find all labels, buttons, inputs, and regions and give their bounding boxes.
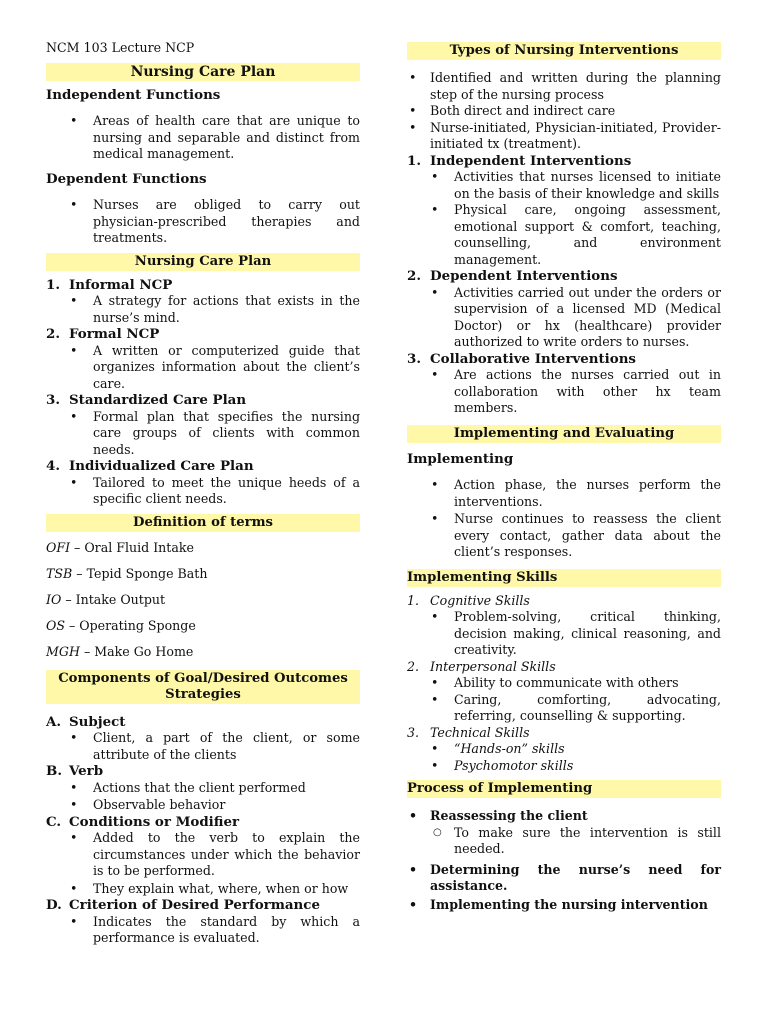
process-item-implementing: • Implementing the nursing intervention: [407, 897, 721, 914]
list-item: • Caring, comforting, advocating, referring, counselling & supporting.: [407, 692, 721, 725]
term-abbr: TSB: [46, 565, 73, 581]
dependent-functions-title: Dependent Functions: [46, 170, 207, 187]
list-item: • A strategy for actions that exists in the nurse’s mind.: [46, 293, 360, 326]
section-header-components: [46, 670, 360, 704]
list-item: • Formal plan that specifies the nursing care groups of clients with common needs.: [46, 409, 360, 459]
list-item: • Nurse-initiated, Physician-initiated, Provider-initiated tx (treatment).: [407, 120, 721, 153]
component-bullets: [46, 914, 360, 947]
section-header-nursing-care-plan-types: Nursing Care Plan: [46, 253, 360, 271]
list-item: • Added to the verb to explain the circumstances under which the behavior is to be performed.: [46, 830, 360, 880]
component-title: [46, 897, 360, 914]
list-item: • Are actions the nurses carried out in collaboration with other hx team members.: [407, 367, 721, 417]
list-item: • Observable behavior: [46, 797, 360, 814]
list-item: • Psychomotor skills: [407, 758, 721, 775]
term-row: [46, 592, 360, 609]
skills-list: [407, 593, 721, 775]
independent-functions-list: [46, 113, 360, 163]
list-item: • A written or computerized guide that organizes information about the client’s care.: [46, 343, 360, 393]
ncp-item-bullets: [46, 293, 360, 326]
skill-title: [407, 725, 721, 742]
item-title-text: Collaborative Interventions: [430, 350, 636, 367]
term-abbr: MGH: [46, 643, 80, 659]
item-number: 3.: [407, 350, 421, 367]
list-item: • Indicates the standard by which a performance is evaluated.: [46, 914, 360, 947]
term-abbr: IO: [46, 591, 62, 607]
component-title-text: Subject: [69, 713, 126, 730]
ncp-item-bullets: [46, 409, 360, 459]
list-item: • Ability to communicate with others: [407, 675, 721, 692]
list-item: • They explain what, where, when or how: [46, 881, 360, 898]
interventions-list: [407, 153, 721, 417]
item-number: 1.: [407, 152, 421, 169]
implementing-bullet-list: [407, 477, 721, 561]
section-header-nursing-care-plan: Nursing Care Plan: [46, 63, 360, 81]
component-bullets: [46, 730, 360, 763]
section-header-types-of-interventions: Types of Nursing Interventions: [407, 42, 721, 60]
term-definition: – Intake Output: [61, 591, 166, 607]
skill-title-text: Interpersonal Skills: [430, 658, 556, 674]
document-header: NCM 103 Lecture NCP: [46, 40, 195, 55]
item-number: 1.: [46, 276, 60, 293]
section-header-implementing-skills: Implementing Skills: [407, 569, 721, 587]
ncp-item-bullets: [46, 343, 360, 393]
section-header-process-of-implementing: Process of Implementing: [407, 780, 721, 798]
item-number: 3.: [46, 392, 60, 408]
item-title-text: Dependent Interventions: [430, 268, 618, 284]
component-title-text: Verb: [69, 763, 104, 779]
implementing-title: Implementing: [407, 450, 514, 467]
process-sub-item: ○ To make sure the intervention is still needed.: [407, 825, 721, 858]
term-row: [46, 540, 360, 557]
intervention-title: [407, 351, 721, 368]
item-title-text: Standardized Care Plan: [69, 392, 247, 408]
process-item-label: Reassessing the client: [430, 808, 588, 823]
skill-title: [407, 593, 721, 610]
intervention-bullets: [407, 367, 721, 417]
dependent-functions-list: [46, 197, 360, 247]
item-number: 2.: [46, 326, 60, 342]
item-number: 4.: [46, 458, 60, 474]
skill-bullets: [407, 675, 721, 725]
list-item: • Actions that the client performed: [46, 780, 360, 797]
skill-title-text: Cognitive Skills: [430, 592, 530, 608]
term-definition: – Operating Sponge: [64, 617, 196, 633]
list-item: • Action phase, the nurses perform the interventions.: [407, 477, 721, 510]
component-letter: D.: [46, 897, 62, 913]
process-item-reassessing: [407, 808, 721, 825]
list-item: • Physical care, ongoing assessment, emotional support & comfort, teaching, counselling, and environment management.: [407, 202, 721, 268]
component-letter: B.: [46, 763, 62, 779]
term-row: [46, 644, 360, 661]
ncp-item-title: [46, 458, 360, 475]
process-item-determining: • Determining the nurse’s need for assistance.: [407, 862, 721, 895]
intervention-title: [407, 153, 721, 170]
list-item: • “Hands-on” skills: [407, 741, 721, 758]
term-definition: – Make Go Home: [79, 643, 194, 659]
component-title: [46, 714, 360, 731]
types-bullet-list: [407, 70, 721, 153]
list-item: • Client, a part of the client, or some attribute of the clients: [46, 730, 360, 763]
component-title-text: Criterion of Desired Performance: [69, 897, 320, 913]
term-row: [46, 618, 360, 635]
term-definition: – Oral Fluid Intake: [70, 539, 194, 555]
item-number: 1.: [407, 592, 420, 608]
independent-functions-title: Independent Functions: [46, 86, 221, 103]
term-row: [46, 566, 360, 583]
item-number: 2.: [407, 268, 421, 284]
ncp-items-list: [46, 277, 360, 508]
skill-title: [407, 659, 721, 676]
component-letter: A.: [46, 713, 62, 730]
ncp-item-title: [46, 392, 360, 409]
component-bullets: [46, 830, 360, 897]
list-item: • Activities carried out under the orders or supervision of a licensed MD (Medical Doctor) or hx (healthcare) provider authorized to write orders to nurses.: [407, 285, 721, 351]
list-item: • Activities that nurses licensed to initiate on the basis of their knowledge and skills: [407, 169, 721, 202]
intervention-title: [407, 268, 721, 285]
list-item: • Areas of health care that are unique to nursing and separable and distinct from medical management.: [46, 113, 360, 163]
term-definition: – Tepid Sponge Bath: [72, 565, 208, 581]
ncp-item-title: [46, 277, 360, 294]
component-title-text: Conditions or Modifier: [69, 813, 240, 830]
term-abbr: OFI: [46, 539, 71, 555]
item-title-text: Formal NCP: [69, 326, 160, 342]
ncp-item-title: [46, 326, 360, 343]
list-item: • Nurses are obliged to carry out physician-prescribed therapies and treatments.: [46, 197, 360, 247]
item-number: 2.: [407, 658, 420, 674]
ncp-item-bullets: [46, 475, 360, 508]
intervention-bullets: [407, 285, 721, 351]
process-sub-list: [407, 825, 721, 858]
process-list-2: [407, 862, 721, 914]
component-letter: C.: [46, 813, 62, 830]
list-item: • Problem-solving, critical thinking, decision making, clinical reasoning, and creativity.: [407, 609, 721, 659]
section-header-definition-of-terms: Definition of terms: [46, 514, 360, 532]
term-abbr: OS: [46, 617, 65, 633]
section-header-implementing-evaluating: Implementing and Evaluating: [407, 425, 721, 443]
item-number: 3.: [407, 724, 420, 740]
component-title: [46, 763, 360, 780]
list-item: • Identified and written during the planning step of the nursing process: [407, 70, 721, 103]
terms-list: [46, 540, 360, 661]
right-column: [407, 42, 721, 913]
component-bullets: [46, 780, 360, 814]
item-title-text: Informal NCP: [69, 276, 173, 293]
components-list: [46, 714, 360, 947]
skill-bullets: [407, 609, 721, 659]
list-item: • Both direct and indirect care: [407, 103, 721, 120]
intervention-bullets: [407, 169, 721, 268]
item-title-text: Independent Interventions: [430, 152, 632, 169]
components-header-line-1: Components of Goal/Desired Outcomes: [58, 670, 348, 686]
component-title: [46, 814, 360, 831]
list-item: • Tailored to meet the unique heeds of a specific client needs.: [46, 475, 360, 508]
item-title-text: Individualized Care Plan: [69, 458, 254, 474]
left-column: [46, 40, 360, 947]
skill-title-text: Technical Skills: [430, 724, 530, 740]
process-list: [407, 808, 721, 825]
list-item: • Nurse continues to reassess the client every contact, gather data about the client’s responses.: [407, 511, 721, 561]
components-header-line-2: Strategies: [165, 686, 241, 702]
skill-bullets: [407, 741, 721, 774]
